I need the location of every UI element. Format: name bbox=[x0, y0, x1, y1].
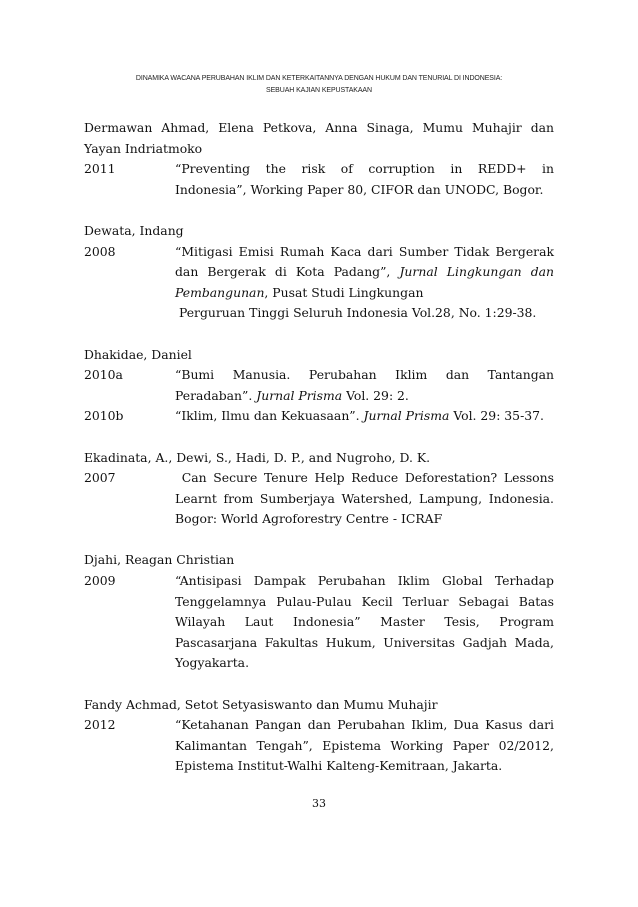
reference-entry bbox=[84, 695, 554, 777]
reference-item bbox=[84, 159, 554, 200]
reference-author: Dermawan Ahmad, Elena Petkova, Anna Sinaga, Mumu Muhajir dan Yayan Indriatmoko bbox=[84, 120, 554, 156]
reference-item bbox=[84, 365, 554, 406]
reference-item bbox=[84, 242, 554, 324]
reference-year: 2010b bbox=[84, 408, 124, 424]
running-header-line-1: DINAMIKA WACANA PERUBAHAN IKLIM DAN KETERKAITANNYA DENGAN HUKUM DAN TENURIAL DI INDONESIA: bbox=[135, 75, 503, 82]
reference-year: 2008 bbox=[84, 243, 116, 259]
reference-year: 2010a bbox=[84, 367, 123, 383]
running-header bbox=[100, 73, 538, 97]
reference-year: 2012 bbox=[84, 717, 116, 733]
reference-entry bbox=[84, 118, 554, 200]
journal-title: Pembangunan bbox=[175, 284, 265, 300]
reference-item bbox=[84, 468, 554, 530]
reference-author: Djahi, Reagan Christian bbox=[84, 552, 235, 568]
reference-year: 2009 bbox=[84, 573, 116, 589]
reference-entry bbox=[84, 550, 554, 674]
reference-entry bbox=[84, 345, 554, 427]
reference-citation: “Mitigasi Emisi Rumah Kaca dari Sumber Tidak Bergerak dan Bergerak di Kota Padang”, Jurnal Lingkungan dan Pembangunan, Pusat Studi Lingkungan Perguruan Tinggi Seluruh Indonesia Vol.28, No. 1:29-38. bbox=[175, 243, 554, 321]
reference-author: Dhakidae, Daniel bbox=[84, 346, 192, 362]
reference-citation: “Preventing the risk of corruption in REDD+ in Indonesia”, Working Paper 80, CIFOR dan UNODC, Bogor. bbox=[175, 161, 554, 197]
reference-citation: “Iklim, Ilmu dan Kekuasaan”. Jurnal Prisma Vol. 29: 35-37. bbox=[175, 408, 544, 424]
reference-citation: “Ketahanan Pangan dan Perubahan Iklim, Dua Kasus dari Kalimantan Tengah”, Epistema Working Paper 02/2012, Epistema Institut-Walhi Kalteng-Kemitraan, Jakarta. bbox=[175, 717, 554, 774]
reference-author: Dewata, Indang bbox=[84, 222, 184, 238]
journal-title: Jurnal Lingkungan dan bbox=[399, 264, 554, 280]
reference-item bbox=[84, 571, 554, 674]
reference-citation: “Antisipasi Dampak Perubahan Iklim Global Terhadap Tenggelamnya Pulau-Pulau Kecil Terluar Sebagai Batas Wilayah Laut Indonesia” Master Tesis, Program Pascasarjana Fakultas Hukum, Universitas Gadjah Mada, Yogyakarta. bbox=[175, 573, 554, 671]
journal-title: Jurnal Prisma bbox=[363, 408, 450, 424]
reference-citation: Can Secure Tenure Help Reduce Deforestation? Lessons Learnt from Sumberjaya Watershed, Lampung, Indonesia. Bogor: World Agroforestry Centre - ICRAF bbox=[175, 470, 554, 527]
page-number: 33 bbox=[312, 797, 326, 810]
journal-title: Jurnal Prisma bbox=[256, 387, 343, 403]
reference-entry bbox=[84, 448, 554, 530]
reference-list bbox=[84, 118, 554, 798]
reference-entry bbox=[84, 221, 554, 324]
reference-item bbox=[84, 715, 554, 777]
reference-year: 2007 bbox=[84, 470, 116, 486]
reference-item bbox=[84, 406, 554, 427]
reference-author: Fandy Achmad, Setot Setyasiswanto dan Mumu Muhajir bbox=[84, 696, 438, 712]
running-header-line-2: SEBUAH KAJIAN KEPUSTAKAAN bbox=[266, 87, 372, 94]
reference-year: 2011 bbox=[84, 161, 116, 177]
reference-citation: “Bumi Manusia. Perubahan Iklim dan Tantangan Peradaban”. Jurnal Prisma Vol. 29: 2. bbox=[175, 367, 554, 403]
reference-author: Ekadinata, A., Dewi, S., Hadi, D. P., and Nugroho, D. K. bbox=[84, 449, 431, 465]
